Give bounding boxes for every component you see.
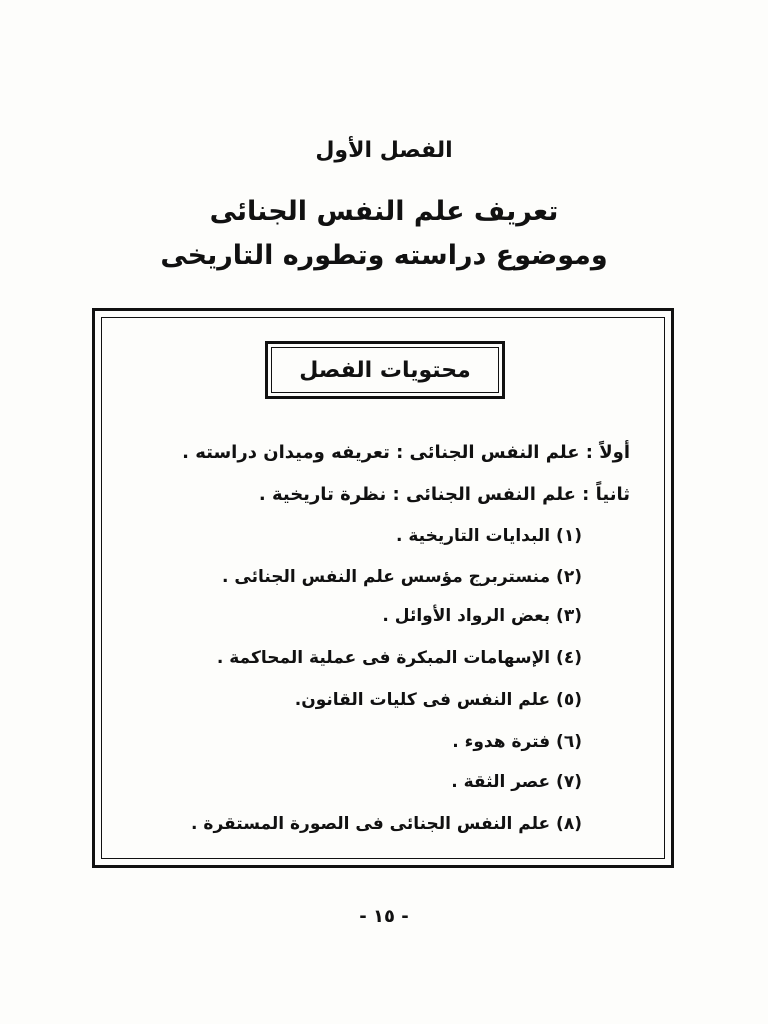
contents-sub-item-1: (١) البدايات التاريخية . xyxy=(395,526,582,546)
contents-main-item-1: أولاً : علم النفس الجنائى : تعريفه وميدان دراسته . xyxy=(182,442,630,463)
chapter-title-line-2: وموضوع دراسته وتطوره التاريخى xyxy=(160,240,608,271)
contents-heading-box xyxy=(265,341,505,399)
contents-sub-item-8: (٨) علم النفس الجنائى فى الصورة المستقرة . xyxy=(191,814,582,834)
contents-sub-item-3: (٣) بعض الرواد الأوائل . xyxy=(382,606,582,626)
chapter-label: الفصل الأول xyxy=(315,138,453,163)
chapter-title-line-1: تعريف علم النفس الجنائى xyxy=(209,196,559,227)
page-number: - ١٥ - xyxy=(359,906,409,927)
contents-sub-item-7: (٧) عصر الثقة . xyxy=(451,772,582,792)
contents-heading: محتويات الفصل xyxy=(271,347,499,393)
contents-sub-item-6: (٦) فترة هدوء . xyxy=(452,732,582,752)
contents-main-item-2: ثانياً : علم النفس الجنائى : نظرة تاريخية . xyxy=(258,484,630,505)
contents-sub-item-2: (٢) منستربرج مؤسس علم النفس الجنائى . xyxy=(222,567,582,587)
contents-sub-item-5: (٥) علم النفس فى كليات القانون. xyxy=(294,690,582,710)
contents-sub-item-4: (٤) الإسهامات المبكرة فى عملية المحاكمة . xyxy=(216,648,582,668)
